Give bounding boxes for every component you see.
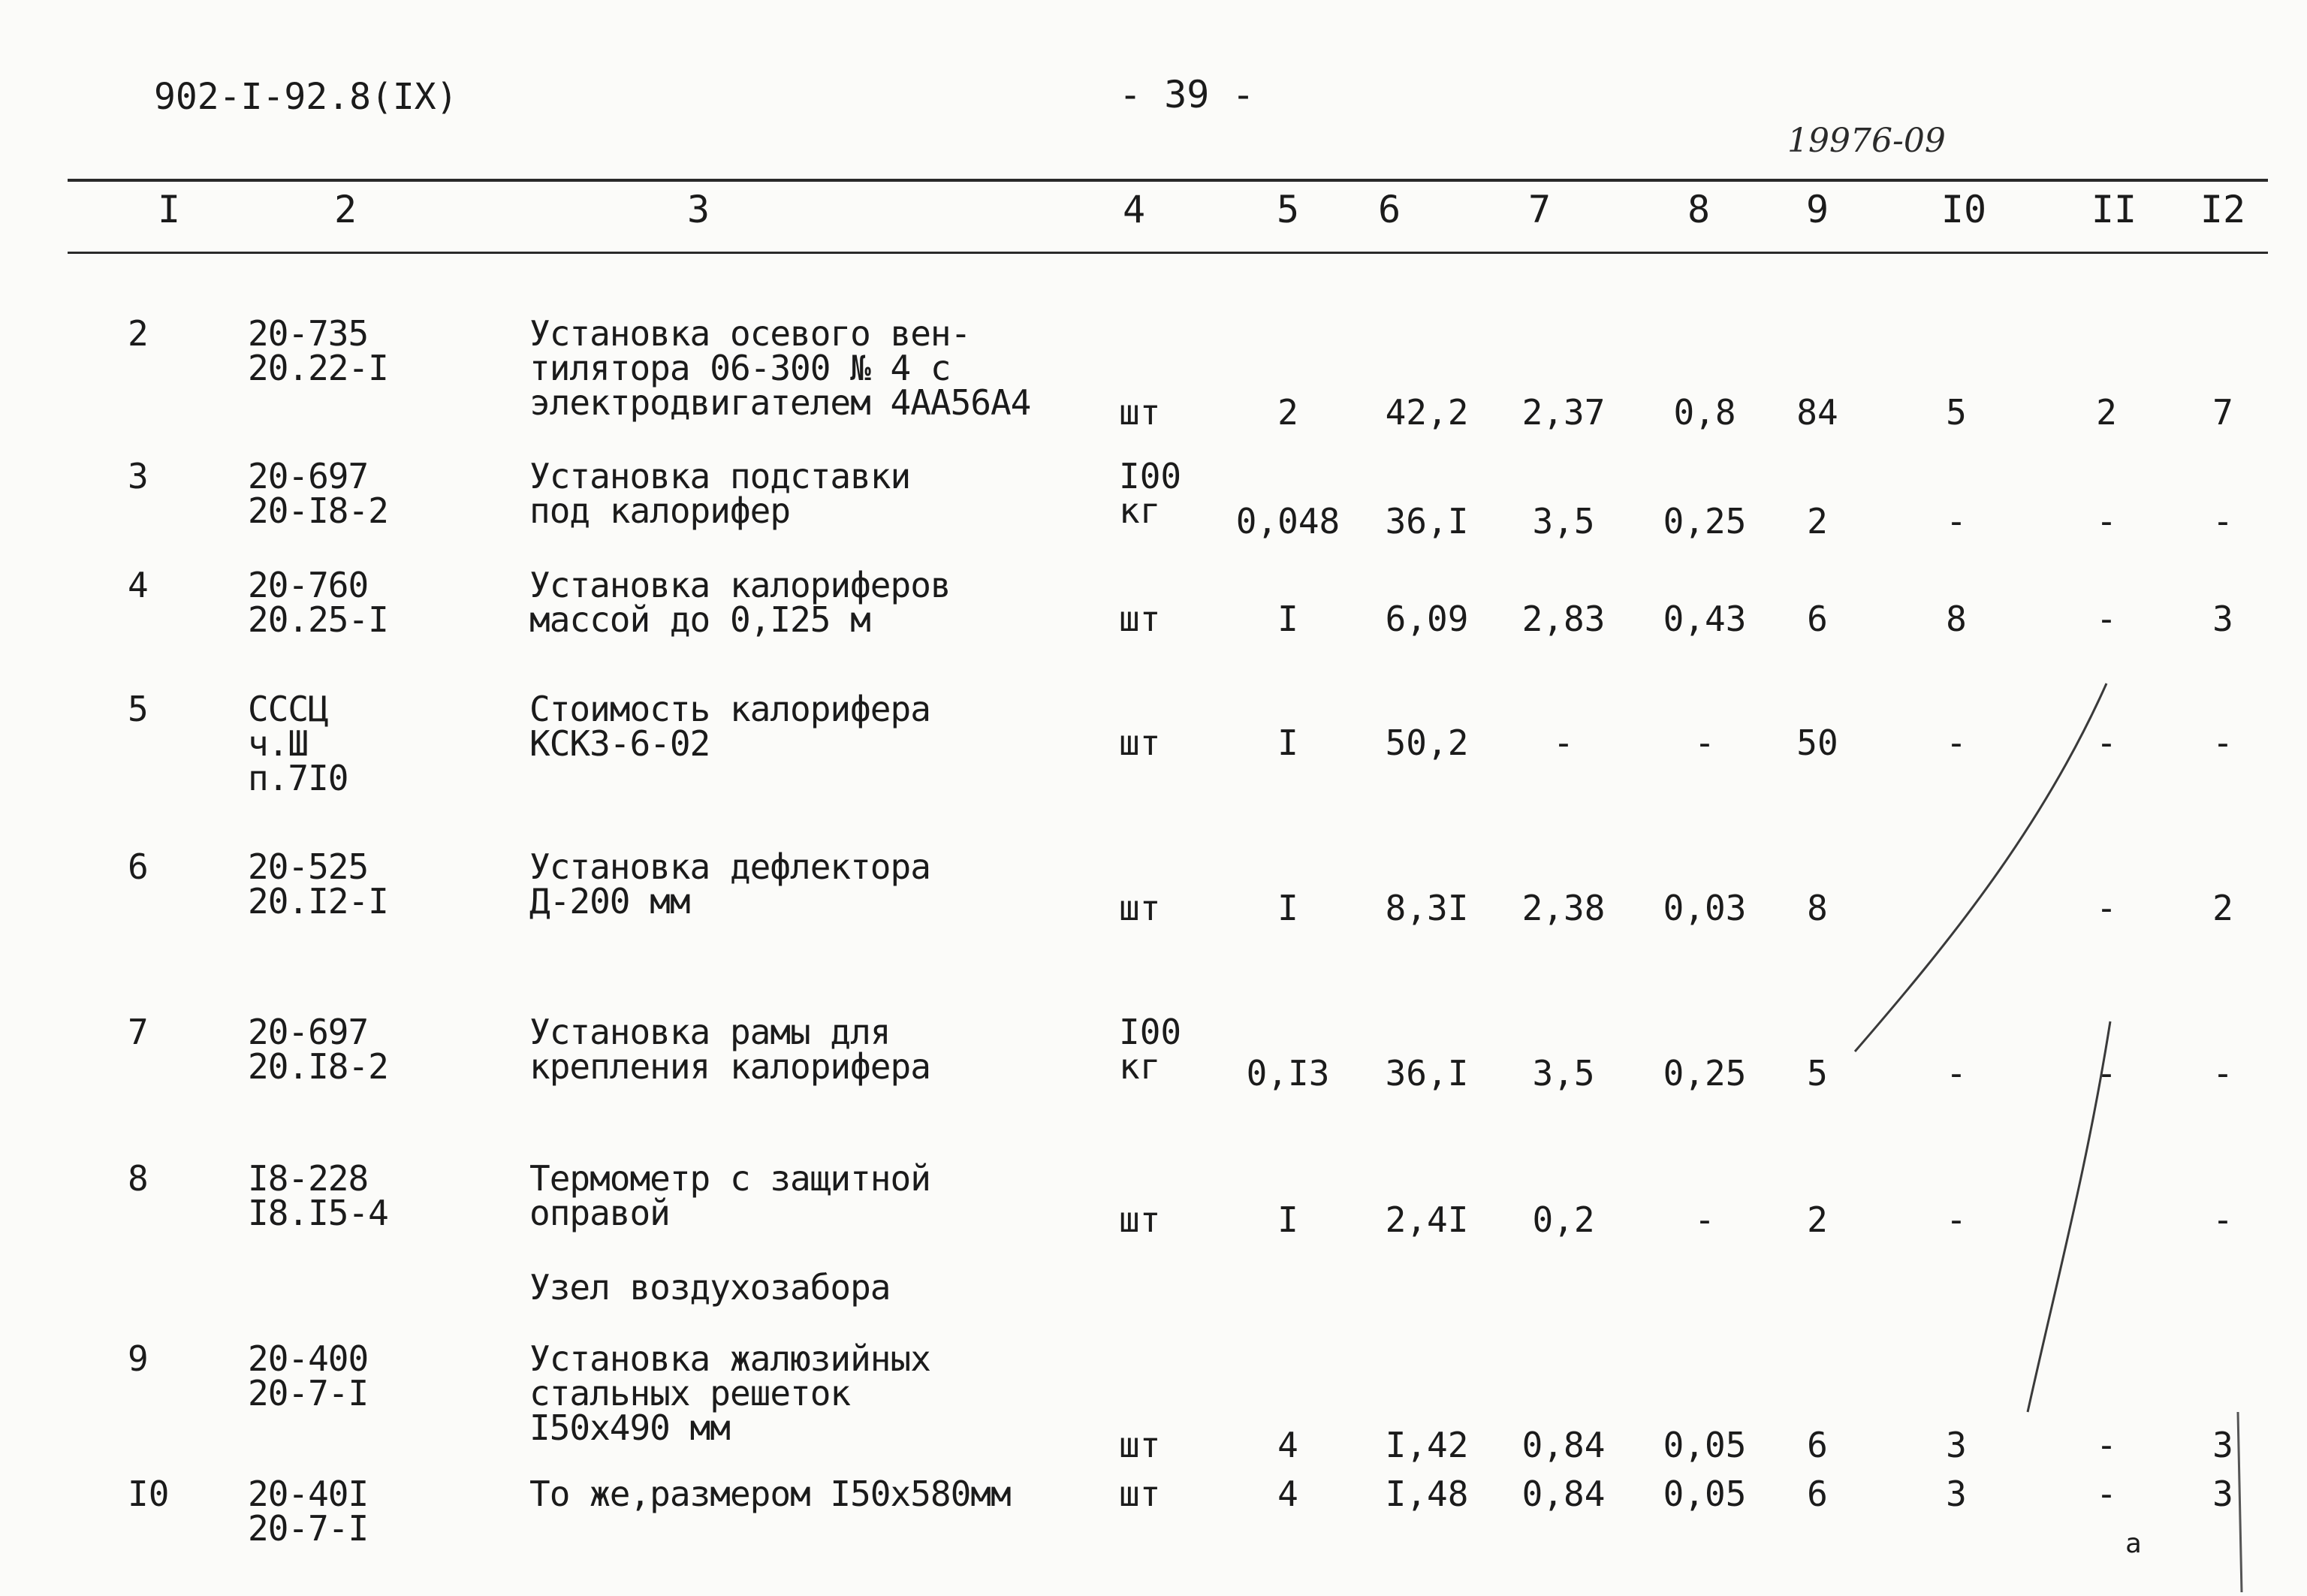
- row-unit-line: шт: [1119, 1199, 1161, 1240]
- row-value-c6: 2,4I: [1385, 1199, 1469, 1240]
- row-description-line: Установка осевого вен-: [529, 313, 971, 354]
- row-value-c6: I,48: [1385, 1474, 1469, 1514]
- row-unit-line: шт: [1119, 392, 1161, 433]
- row-value-c9: 5: [1807, 1053, 1828, 1094]
- row-description-line: массой до 0,I25 м: [529, 599, 870, 640]
- row-value-c8: 0,25: [1663, 501, 1747, 542]
- row-value-c12: 3: [2212, 599, 2233, 639]
- row-value-c5: 4: [1277, 1425, 1298, 1465]
- column-number: 9: [1805, 188, 1829, 231]
- row-code-line: 20-7-I: [248, 1373, 369, 1413]
- row-value-c5: 2: [1277, 392, 1298, 433]
- row-description-line: I50x490 мм: [529, 1407, 730, 1448]
- row-value-c8: 0,8: [1673, 392, 1736, 433]
- column-number: I0: [1941, 188, 1987, 231]
- row-unit-line: шт: [1119, 723, 1161, 763]
- row-value-c8: 0,05: [1663, 1474, 1747, 1514]
- row-code-line: I8-228: [248, 1158, 369, 1199]
- row-description-line: Установка рамы для: [529, 1012, 891, 1052]
- row-value-c9: 8: [1807, 888, 1828, 928]
- row-number: 5: [128, 689, 149, 729]
- row-value-c6: 50,2: [1385, 723, 1469, 763]
- row-number: 7: [128, 1012, 149, 1052]
- row-number: I0: [128, 1474, 170, 1514]
- row-number: 3: [128, 456, 149, 496]
- row-code-line: 20.25-I: [248, 599, 388, 640]
- row-value-c9: 6: [1807, 599, 1828, 639]
- row-value-c5: 0,I3: [1246, 1053, 1330, 1094]
- row-code-line: 20-525: [248, 846, 369, 887]
- row-value-c12: -: [2212, 1053, 2233, 1094]
- row-unit-line: кг: [1119, 1046, 1161, 1087]
- row-value-c7: 0,2: [1532, 1199, 1595, 1240]
- row-value-c7: 3,5: [1532, 501, 1595, 542]
- row-description-line: Узел воздухозабора: [529, 1267, 891, 1308]
- row-number: 6: [128, 846, 149, 887]
- row-code-line: 20-735: [248, 313, 369, 354]
- row-value-c10: -: [1946, 1053, 1967, 1094]
- row-description-line: стальных решеток: [529, 1373, 851, 1413]
- row-value-c7: 2,37: [1521, 392, 1606, 433]
- column-number: 7: [1527, 188, 1552, 231]
- row-description-line: Установка жалюзийных: [529, 1338, 930, 1379]
- page-number: - 39 -: [1119, 73, 1255, 116]
- row-value-c12: -: [2212, 1199, 2233, 1240]
- row-unit-line: шт: [1119, 1425, 1161, 1465]
- row-description-line: Установка калориферов: [529, 565, 951, 605]
- row-value-c10: -: [1946, 1199, 1967, 1240]
- row-value-c9: 84: [1796, 392, 1838, 433]
- row-value-c11: -: [2096, 1425, 2117, 1465]
- row-value-c7: 2,38: [1521, 888, 1606, 928]
- row-description-line: Стоимость калорифера: [529, 689, 930, 729]
- row-value-c9: 6: [1807, 1425, 1828, 1465]
- row-code-line: 20-400: [248, 1338, 369, 1379]
- row-value-c6: 6,09: [1385, 599, 1469, 639]
- row-code-line: 20-760: [248, 565, 369, 605]
- row-value-c12: 2: [2212, 888, 2233, 928]
- row-description-line: Д-200 мм: [529, 881, 690, 922]
- row-value-c8: 0,43: [1663, 599, 1747, 639]
- row-value-c10: 5: [1946, 392, 1967, 433]
- row-number: 4: [128, 565, 149, 605]
- column-number: I: [157, 188, 181, 231]
- row-description-line: под калорифер: [529, 490, 791, 531]
- row-unit-line: I00: [1119, 456, 1182, 496]
- row-code-line: 20-697: [248, 456, 369, 496]
- row-description-line: Установка подставки: [529, 456, 911, 496]
- row-description-line: крепления калорифера: [529, 1046, 930, 1087]
- row-value-c6: 36,I: [1385, 1053, 1469, 1094]
- row-value-c11: -: [2096, 599, 2117, 639]
- column-number: 3: [686, 188, 710, 231]
- row-code-line: 20-7-I: [248, 1508, 369, 1549]
- row-value-c7: 2,83: [1521, 599, 1606, 639]
- row-code-line: 20-697: [248, 1012, 369, 1052]
- row-code-line: 20.22-I: [248, 348, 388, 388]
- handwritten-reference: 19976-09: [1787, 122, 1946, 160]
- column-number: 8: [1687, 188, 1711, 231]
- row-value-c9: 50: [1796, 723, 1838, 763]
- row-value-c10: -: [1946, 501, 1967, 542]
- row-value-c7: 3,5: [1532, 1053, 1595, 1094]
- row-number: 8: [128, 1158, 149, 1199]
- column-number: 2: [333, 188, 357, 231]
- row-code-line: СССЦ: [248, 689, 328, 729]
- row-value-c6: 42,2: [1385, 392, 1469, 433]
- row-description-line: То же,размером I50x580мм: [529, 1474, 1011, 1514]
- row-value-c8: 0,25: [1663, 1053, 1747, 1094]
- row-value-c7: 0,84: [1521, 1474, 1606, 1514]
- row-value-c12: -: [2212, 723, 2233, 763]
- column-number: 5: [1276, 188, 1300, 231]
- row-unit-line: кг: [1119, 490, 1161, 531]
- row-value-c5: I: [1277, 599, 1298, 639]
- row-value-c10: 8: [1946, 599, 1967, 639]
- row-number: 9: [128, 1338, 149, 1379]
- document-code: 902-I-92.8(IX): [154, 76, 458, 118]
- row-description-line: КСКЗ-6-02: [529, 723, 710, 764]
- row-unit-line: шт: [1119, 888, 1161, 928]
- row-description-line: электродвигателем 4АА56А4: [529, 382, 1031, 423]
- row-unit-line: шт: [1119, 599, 1161, 639]
- row-description-line: Установка дефлектора: [529, 846, 930, 887]
- row-value-c11: -: [2096, 1053, 2117, 1094]
- row-value-c9: 2: [1807, 1199, 1828, 1240]
- row-value-c8: 0,03: [1663, 888, 1747, 928]
- row-value-c11: -: [2096, 723, 2117, 763]
- row-unit-line: шт: [1119, 1474, 1161, 1514]
- row-value-c12: 7: [2212, 392, 2233, 433]
- row-value-c12: 3: [2212, 1474, 2233, 1514]
- row-code-line: 20-I8-2: [248, 490, 388, 531]
- row-value-c6: 8,3I: [1385, 888, 1469, 928]
- row-number: 2: [128, 313, 149, 354]
- row-value-c8: 0,05: [1663, 1425, 1747, 1465]
- column-number: 4: [1122, 188, 1146, 231]
- row-value-c8: -: [1694, 723, 1715, 763]
- row-value-c9: 6: [1807, 1474, 1828, 1514]
- row-value-c10: -: [1946, 723, 1967, 763]
- column-number: 6: [1377, 188, 1401, 231]
- row-value-c5: 0,048: [1235, 501, 1340, 542]
- row-description-line: Термометр с защитной: [529, 1158, 930, 1199]
- row-value-c11: -: [2096, 1474, 2117, 1514]
- row-code-line: 20.I2-I: [248, 881, 388, 922]
- row-value-c6: I,42: [1385, 1425, 1469, 1465]
- row-code-line: 20.I8-2: [248, 1046, 388, 1087]
- row-value-c12: 3: [2212, 1425, 2233, 1465]
- column-number: I2: [2200, 188, 2246, 231]
- row-value-c5: I: [1277, 1199, 1298, 1240]
- row-description-line: тилятора 06-300 № 4 с: [529, 348, 951, 388]
- row-value-c8: -: [1694, 1199, 1715, 1240]
- row-description-line: оправой: [529, 1193, 670, 1233]
- row-code-line: 20-40I: [248, 1474, 369, 1514]
- margin-mark: a: [2125, 1528, 2142, 1559]
- row-value-c9: 2: [1807, 501, 1828, 542]
- row-code-line: I8.I5-4: [248, 1193, 388, 1233]
- row-value-c5: I: [1277, 888, 1298, 928]
- row-unit-line: I00: [1119, 1012, 1182, 1052]
- row-value-c5: I: [1277, 723, 1298, 763]
- row-code-line: п.7I0: [248, 758, 348, 798]
- row-value-c7: -: [1553, 723, 1574, 763]
- column-number: II: [2091, 188, 2137, 231]
- row-value-c10: 3: [1946, 1425, 1967, 1465]
- row-value-c11: -: [2096, 501, 2117, 542]
- row-value-c10: 3: [1946, 1474, 1967, 1514]
- row-value-c5: 4: [1277, 1474, 1298, 1514]
- row-value-c6: 36,I: [1385, 501, 1469, 542]
- row-value-c7: 0,84: [1521, 1425, 1606, 1465]
- row-value-c12: -: [2212, 501, 2233, 542]
- row-code-line: ч.Ш: [248, 723, 309, 764]
- row-value-c11: -: [2096, 888, 2117, 928]
- row-value-c11: 2: [2096, 392, 2117, 433]
